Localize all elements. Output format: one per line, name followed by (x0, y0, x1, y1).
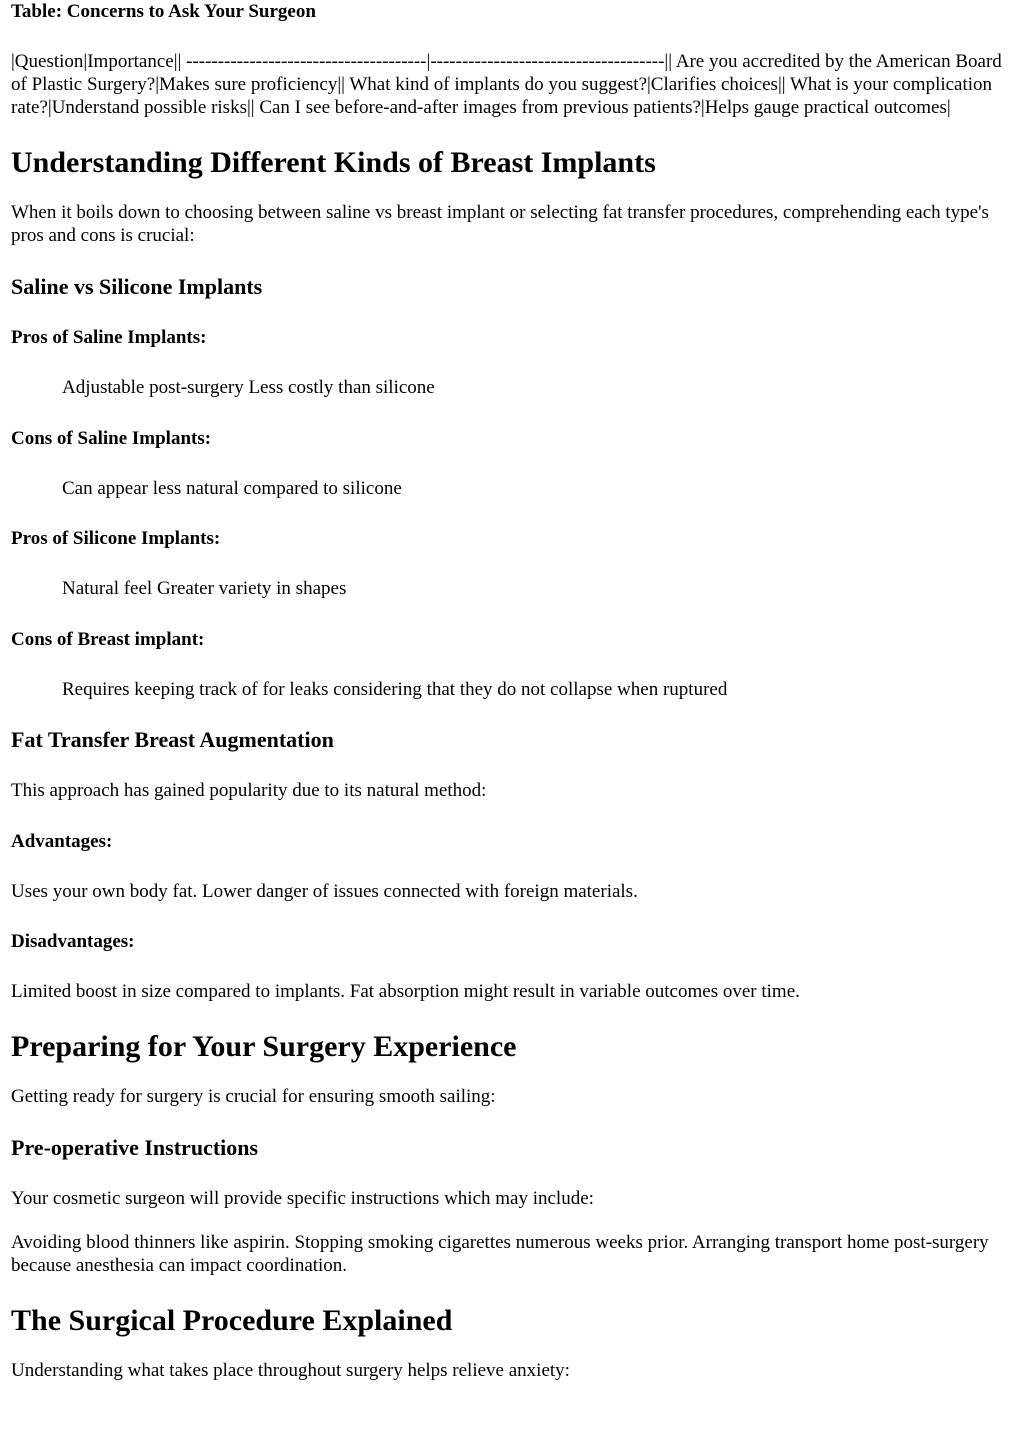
heading-surgical-procedure: The Surgical Procedure Explained (11, 1304, 453, 1337)
heading-cons-breast-implant: Cons of Breast implant: (11, 629, 205, 650)
heading-cons-saline: Cons of Saline Implants: (11, 428, 212, 449)
quote-pros-saline: Adjustable post-surgery Less costly than silicone (62, 377, 435, 398)
paragraph-surgical-procedure: Understanding what takes place throughout surgery helps relieve anxiety: (11, 1360, 570, 1381)
paragraph-preop-intro: Your cosmetic surgeon will provide specific instructions which may include: (11, 1188, 594, 1209)
table-caption: Table: Concerns to Ask Your Surgeon (11, 1, 316, 22)
heading-pros-silicone: Pros of Silicone Implants: (11, 528, 221, 549)
heading-pros-saline: Pros of Saline Implants: (11, 327, 207, 348)
paragraph-implant-kinds: When it boils down to choosing between saline vs breast implant or selecting fat transfer procedures, comprehending each type's pros and cons is crucial: (11, 202, 989, 246)
heading-advantages: Advantages: (11, 831, 113, 852)
heading-disadvantages: Disadvantages: (11, 931, 135, 952)
paragraph-fat-transfer: This approach has gained popularity due to its natural method: (11, 780, 487, 801)
heading-implant-kinds: Understanding Different Kinds of Breast Implants (11, 146, 656, 179)
heading-preparing-surgery: Preparing for Your Surgery Experience (11, 1030, 517, 1063)
paragraph-preparing-surgery: Getting ready for surgery is crucial for ensuring smooth sailing: (11, 1086, 496, 1107)
paragraph-preop-list: Avoiding blood thinners like aspirin. Stopping smoking cigarettes numerous weeks prior. Arranging transport home post-surgery because anesthesia can impact coordination. (11, 1232, 989, 1276)
quote-pros-silicone: Natural feel Greater variety in shapes (62, 578, 347, 599)
heading-saline-vs-silicone: Saline vs Silicone Implants (11, 274, 263, 299)
paragraph-advantages: Uses your own body fat. Lower danger of issues connected with foreign materials. (11, 881, 638, 902)
quote-cons-saline: Can appear less natural compared to silicone (62, 478, 402, 499)
paragraph-disadvantages: Limited boost in size compared to implants. Fat absorption might result in variable outcomes over time. (11, 981, 800, 1002)
heading-fat-transfer: Fat Transfer Breast Augmentation (11, 727, 334, 752)
heading-preop-instructions: Pre-operative Instructions (11, 1135, 259, 1160)
table-raw-text: |Question|Importance|| --------------------------------------|-------------------------------------|| Are you accredited by the American Board of Plastic Surgery?|Makes sure proficiency|| What kind of implants do you suggest?|Clarifies choices|| What is your complication rate?|Understand possible risks|| Can I see before-and-after images from previous patients?|Helps gauge practical outcomes| (11, 51, 1002, 118)
quote-cons-breast-implant: Requires keeping track of for leaks considering that they do not collapse when ruptured (62, 679, 728, 700)
